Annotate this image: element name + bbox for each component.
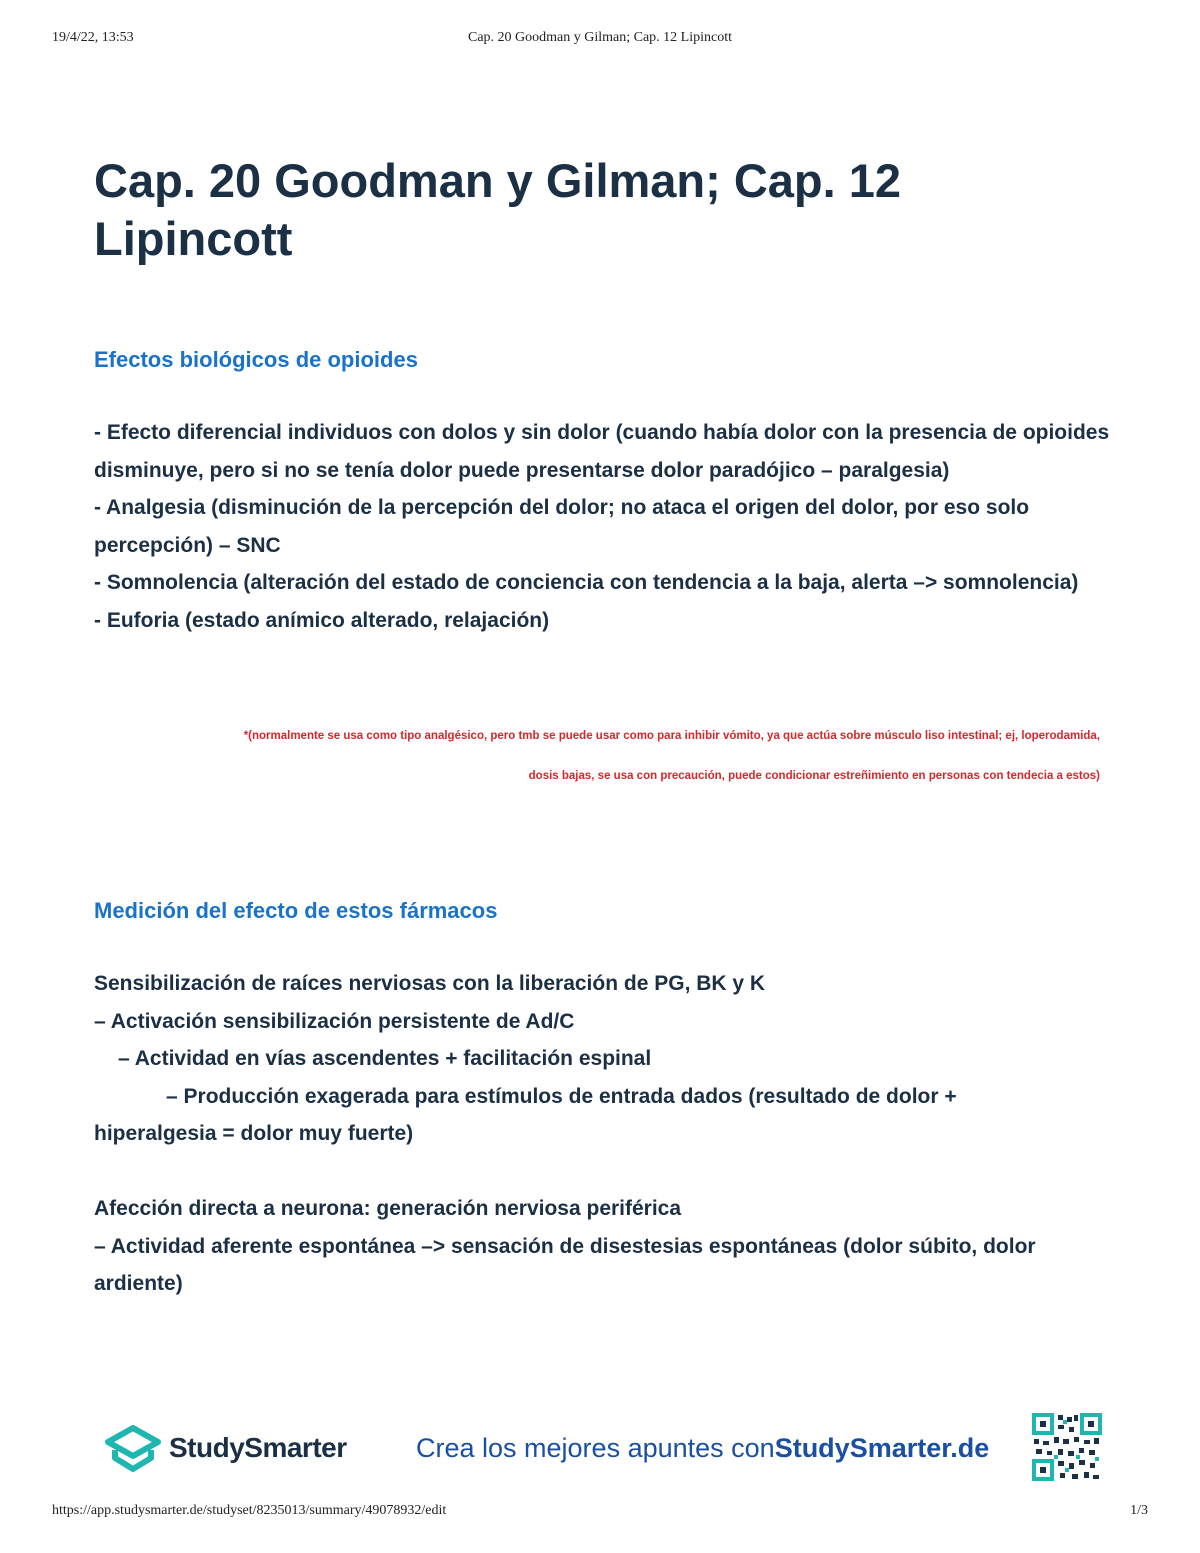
cta-link[interactable]: StudySmarter.de xyxy=(774,1433,990,1463)
block-line: – Actividad aferente espontánea –> sensación de disestesias espontáneas (dolor súbito, dolor ardiente) xyxy=(94,1234,1036,1296)
cta-prefix: Crea los mejores apuntes con xyxy=(416,1433,775,1463)
efectos-list xyxy=(94,414,1114,640)
page-title: Cap. 20 Goodman y Gilman; Cap. 12 Lipincott xyxy=(94,154,902,265)
block-line: Afección directa a neurona: generación nerviosa periférica xyxy=(94,1197,682,1220)
print-datetime: 19/4/22, 13:53 xyxy=(52,30,134,45)
print-title: Cap. 20 Goodman y Gilman; Cap. 12 Lipincott xyxy=(467,30,733,45)
section-heading-efectos: Efectos biológicos de opioides xyxy=(94,347,418,372)
block-line: Sensibilización de raíces nerviosas con la liberación de PG, BK y K xyxy=(94,972,766,995)
print-url: https://app.studysmarter.de/studyset/8235013/summary/49078932/edit xyxy=(52,1503,447,1518)
block-line: hiperalgesia = dolor muy fuerte) xyxy=(94,1122,414,1146)
afeccion-block xyxy=(94,1190,1114,1303)
brand-name: StudySmarter xyxy=(169,1432,347,1463)
sensibilizacion-block xyxy=(94,965,1114,1153)
print-footer xyxy=(52,1503,1148,1523)
list-item: - Analgesia (disminución de la percepción del dolor; no ataca el origen del dolor, por eso solo percepción) – SNC xyxy=(94,496,1030,557)
list-item: - Efecto diferencial individuos con dolos y sin dolor (cuando había dolor con la presencia de opioides disminuye, pero si no se tenía dolor puede presentarse dolor paradójico – paralgesia) xyxy=(94,421,1110,482)
list-item: - Somnolencia (alteración del estado de conciencia con tendencia a la baja, alerta –> somnolencia) xyxy=(94,571,1079,595)
qr-code-icon[interactable] xyxy=(1032,1413,1102,1481)
print-header xyxy=(52,30,1148,50)
section-heading-medicion: Medición del efecto de estos fármacos xyxy=(94,898,498,923)
note-red xyxy=(94,716,1100,796)
list-item: - Euforia (estado anímico alterado, relajación) xyxy=(94,608,550,632)
cta-text[interactable] xyxy=(416,1433,989,1464)
studysmarter-logo-icon xyxy=(105,1425,161,1473)
note-line: dosis bajas, se usa con precaución, puede condicionar estreñimiento en personas con tendecia a estos) xyxy=(528,770,1100,782)
block-line: – Activación sensibilización persistente de Ad/C xyxy=(94,1009,575,1033)
note-line: *(normalmente se usa como tipo analgésico, pero tmb se puede usar como para inhibir vómito, ya que actúa sobre músculo liso intestinal; ej, loperodamida, xyxy=(243,730,1100,742)
block-line: – Producción exagerada para estímulos de entrada dados (resultado de dolor + xyxy=(166,1084,957,1108)
block-line: – Actividad en vías ascendentes + facilitación espinal xyxy=(118,1047,652,1071)
page-number: 1/3 xyxy=(1130,1503,1148,1518)
